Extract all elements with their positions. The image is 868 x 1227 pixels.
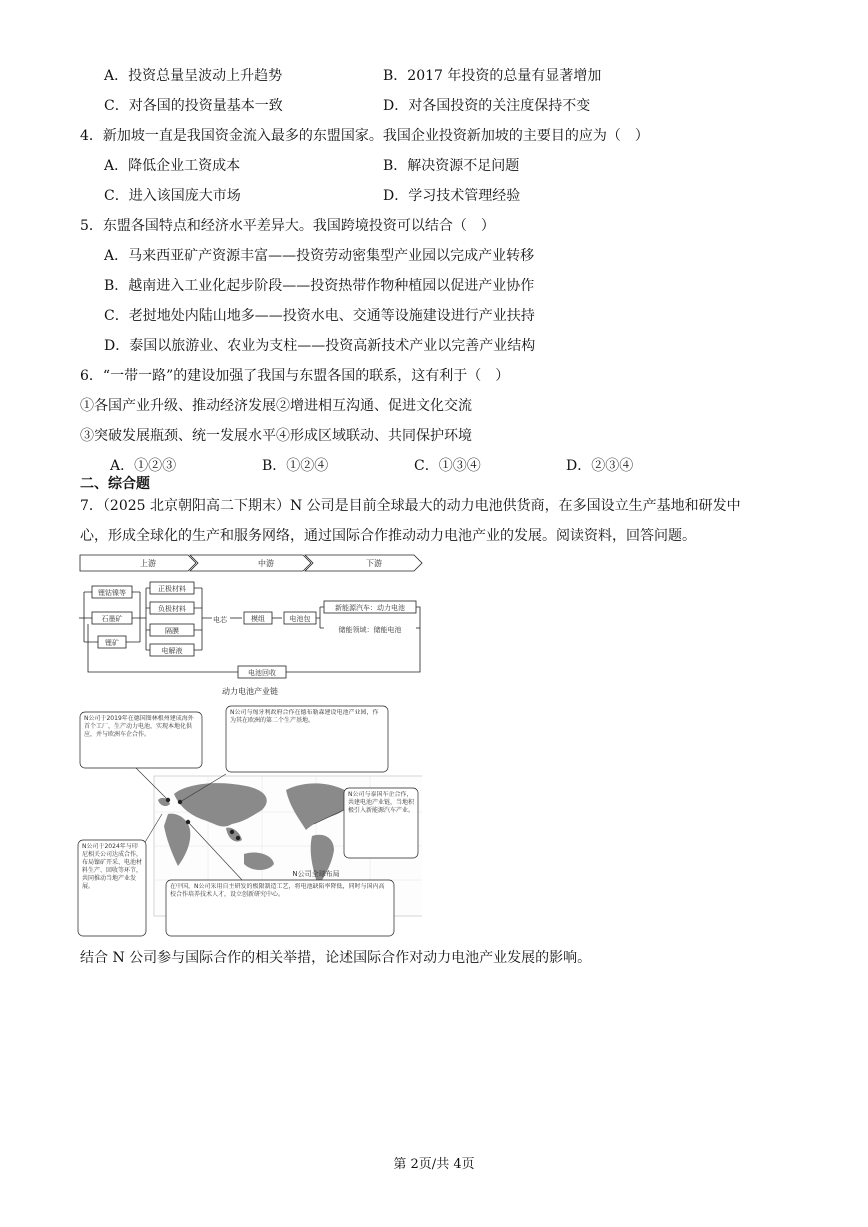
q6-option-b: B．①②④ bbox=[262, 458, 329, 474]
label-material-1: 正极材料 bbox=[158, 585, 186, 593]
q6-option-c: C．①③④ bbox=[414, 458, 481, 474]
q5-stem: 5．东盟各国特点和经济水平差异大。我国跨境投资可以结合（ ） bbox=[80, 218, 495, 234]
q6-statement-line-1: ①各国产业升级、推动经济发展②增进相互沟通、促进文化交流 bbox=[80, 398, 472, 414]
label-material-3: 隔膜 bbox=[165, 627, 179, 635]
industry-chain-diagram bbox=[78, 552, 424, 700]
q4-option-b: B．解决资源不足问题 bbox=[383, 158, 520, 174]
q3-option-c: C．对各国的投资量基本一致 bbox=[104, 98, 283, 114]
q3-option-b: B．2017 年投资的总量有显著增加 bbox=[383, 68, 602, 84]
q6-option-d: D．②③④ bbox=[566, 458, 634, 474]
annotation-text-5: 在中国，N公司采用自主研发的极限制造工艺，将电池缺陷率降低，同时与国内高校合作培养技术人才，设立创新研究中心。 bbox=[170, 883, 385, 898]
annotation-text-4: N公司于2024年与印尼相关公司达成合作，布局镍矿开采、电池材料生产、回收等环节，共同推动当地产业发展。 bbox=[82, 843, 142, 890]
label-pack: 电池包 bbox=[289, 615, 311, 623]
annotation-text-1: N公司于2019年在德国图林根州建成海外首个工厂，生产动力电池，实现本地化供应，并与欧洲车企合作。 bbox=[84, 715, 194, 738]
label-use-storage: 储能领域：储能电池 bbox=[338, 626, 402, 634]
label-recycle: 电池回收 bbox=[248, 669, 276, 677]
q5-option-d: D．泰国以旅游业、农业为支柱——投资高新技术产业以完善产业结构 bbox=[104, 338, 536, 354]
q4-option-a: A．降低企业工资成本 bbox=[104, 158, 241, 174]
annotation-text-2: N公司与匈牙利政府合作在德布勒森建设电池产业园，作为其在欧洲的第二个生产基地。 bbox=[230, 709, 379, 724]
label-material-2: 负极材料 bbox=[158, 605, 186, 613]
annotation-text-3: N公司与泰国车企合作，共建电池产业链，当地积极引入新能源汽车产业。 bbox=[348, 791, 414, 814]
q4-option-c: C．进入该国庞大市场 bbox=[104, 188, 241, 204]
q7-stem-line-1: 7．（2025 北京朝阳高二下期末）N 公司是目前全球最大的动力电池供货商，在多国设立生产基地和研发中 bbox=[80, 498, 741, 514]
page-footer: 第 2页/共 4页 bbox=[393, 1157, 475, 1172]
label-mine-2: 石墨矿 bbox=[101, 615, 123, 623]
site-marker-hungary bbox=[178, 800, 182, 804]
section-heading: 二、综合题 bbox=[80, 476, 150, 492]
q3-option-d: D．对各国投资的关注度保持不变 bbox=[383, 98, 591, 114]
map-legend-label: N公司全球布局 bbox=[292, 870, 340, 878]
q6-stem: 6．“一带一路”的建设加强了我国与东盟各国的联系，这有利于（ ） bbox=[80, 368, 510, 384]
q6-option-a: A．①②③ bbox=[110, 458, 177, 474]
label-use-ev: 新能源汽车：动力电池 bbox=[335, 604, 405, 612]
label-material-4: 电解液 bbox=[161, 647, 183, 655]
global-layout-map bbox=[76, 704, 422, 942]
q5-option-a: A．马来西亚矿产资源丰富——投资劳动密集型产业园以完成产业转移 bbox=[104, 248, 535, 264]
site-marker-thailand bbox=[230, 830, 234, 834]
q4-option-d: D．学习技术管理经验 bbox=[383, 188, 521, 204]
site-marker-china bbox=[186, 820, 190, 824]
label-downstream: 下游 bbox=[366, 559, 382, 568]
q5-option-c: C．老挝地处内陆山地多——投资水电、交通等设施建设进行产业扶持 bbox=[104, 308, 535, 324]
q5-option-b: B．越南进入工业化起步阶段——投资热带作物种植园以促进产业协作 bbox=[104, 278, 535, 294]
stage-arrow-upstream bbox=[80, 555, 196, 571]
label-upstream: 上游 bbox=[140, 559, 156, 568]
label-module: 模组 bbox=[251, 615, 265, 623]
q4-stem: 4．新加坡一直是我国资金流入最多的东盟国家。我国企业投资新加坡的主要目的应为（ ） bbox=[80, 128, 649, 144]
label-mine-3: 锂矿 bbox=[105, 639, 119, 647]
stage-arrow-midstream bbox=[190, 555, 311, 571]
q3-option-a: A．投资总量呈波动上升趋势 bbox=[104, 68, 283, 84]
label-mine-1: 锂钴镍等 bbox=[98, 589, 126, 597]
q7-stem-line-2: 心，形成全球化的生产和服务网络，通过国际合作推动动力电池产业的发展。阅读资料，回答问题。 bbox=[80, 528, 696, 544]
label-cell: 电芯 bbox=[213, 616, 227, 624]
label-midstream: 中游 bbox=[258, 559, 274, 568]
site-marker-germany bbox=[166, 798, 170, 802]
q7-question: 结合 N 公司参与国际合作的相关举措，论述国际合作对动力电池产业发展的影响。 bbox=[80, 950, 592, 966]
stage-arrow-downstream bbox=[305, 555, 422, 571]
chain-caption: 动力电池产业链 bbox=[222, 687, 278, 696]
q6-statement-line-2: ③突破发展瓶颈、统一发展水平④形成区域联动、共同保护环境 bbox=[80, 428, 472, 444]
site-marker-indonesia bbox=[236, 836, 240, 840]
